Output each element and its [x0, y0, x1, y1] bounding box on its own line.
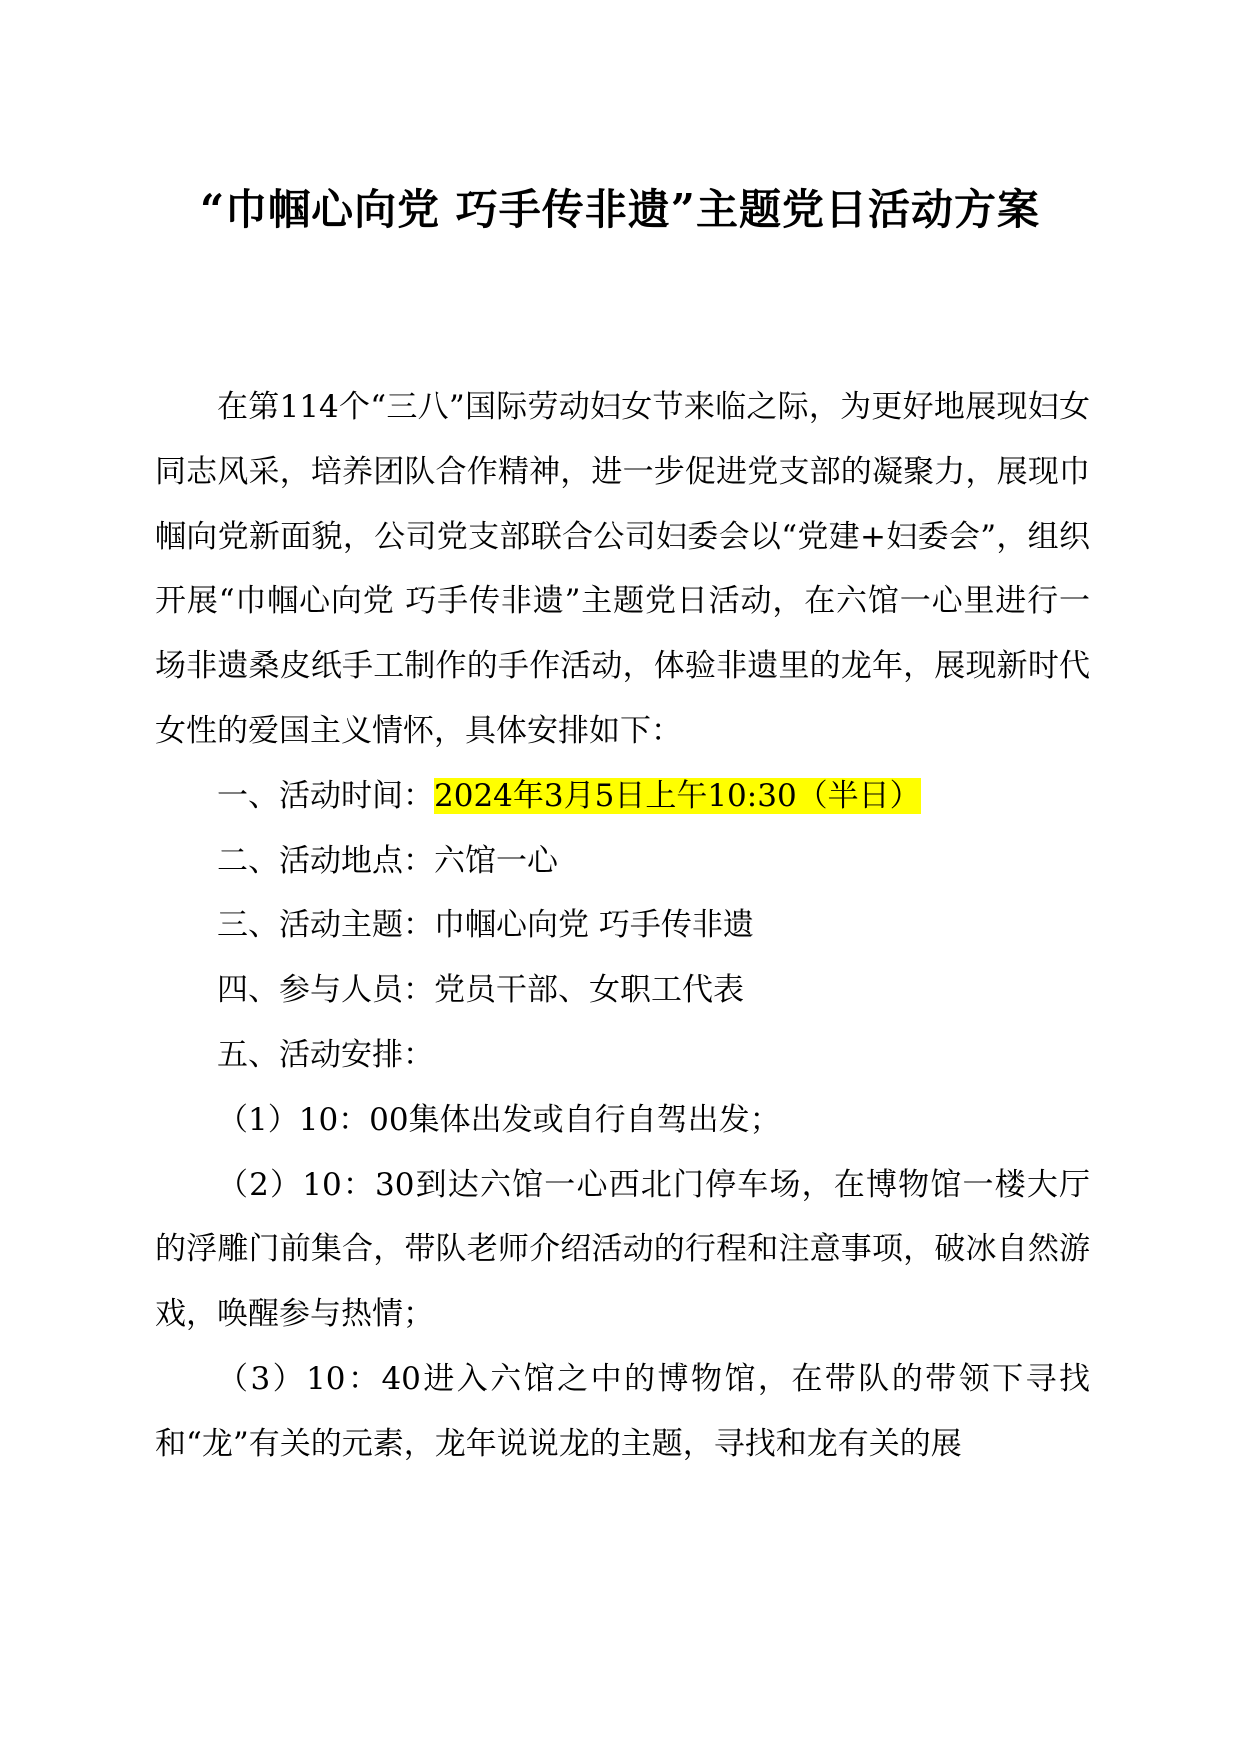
schedule-item: （1）10：00集体出发或自行自驾出发；: [217, 1101, 781, 1138]
activity-theme-label: 三、活动主题：: [217, 907, 434, 944]
activity-theme-line: [155, 893, 1090, 958]
activity-location-label: 二、活动地点：: [217, 842, 434, 879]
schedule-item: （3）10：40进入六馆之中的博物馆，在带队的带领下寻找和“龙”有关的元素，龙年说说龙的主题，寻找和龙有关的展: [155, 1360, 1090, 1462]
activity-location-line: [155, 829, 1090, 894]
schedule-item: （2）10：30到达六馆一心西北门停车场，在博物馆一楼大厅的浮雕门前集合，带队老师介绍活动的行程和注意事项，破冰自然游戏，唤醒参与热情；: [155, 1166, 1090, 1333]
participants-label: 四、参与人员：: [217, 972, 434, 1009]
document-title: “巾帼心向党 巧手传非遗”主题党日活动方案: [200, 185, 1040, 234]
activity-time-line: [155, 764, 1090, 829]
activity-time-label: 一、活动时间：: [217, 777, 434, 814]
activity-theme-value: 巾帼心向党 巧手传非遗: [434, 907, 754, 944]
schedule-heading: 五、活动安排：: [217, 1036, 434, 1073]
activity-time-value: 2024年3月5日上午10:30（半日）: [434, 777, 921, 814]
intro-paragraph: 在第114个“三八”国际劳动妇女节来临之际，为更好地展现妇女同志风采，培养团队合作精神，进一步促进党支部的凝聚力，展现巾帼向党新面貌，公司党支部联合公司妇委会以“党建+妇委会”，组织开展“巾帼心向党 巧手传非遗”主题党日活动，在六馆一心里进行一场非遗桑皮纸手工制作的手作活动，体验非遗里的龙年，展现新时代女性的爱国主义情怀，具体安排如下：: [155, 389, 1090, 749]
activity-location-value: 六馆一心: [434, 842, 558, 879]
participants-value: 党员干部、女职工代表: [434, 972, 744, 1009]
document-body: [155, 375, 1090, 1477]
participants-line: [155, 958, 1090, 1023]
